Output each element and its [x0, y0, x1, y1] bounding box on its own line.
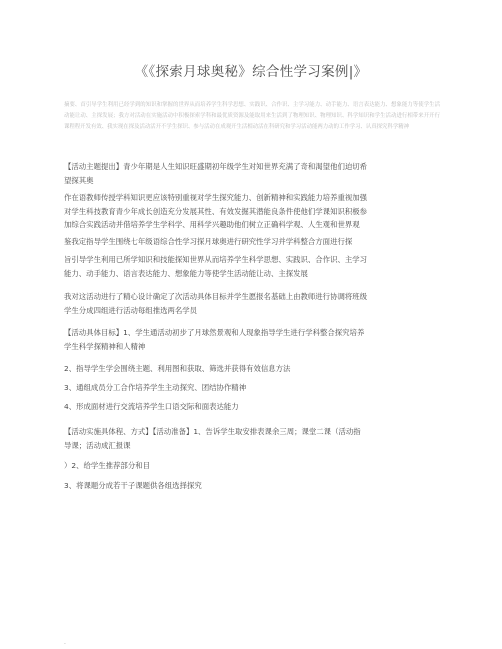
paragraph-line: 加综合实践活动并借培养学生学科学、用科学兴趣助他们树立正确科学观、人生观和世界观: [64, 220, 360, 230]
paragraph-line: 学生科学探精神和人精神: [64, 341, 146, 351]
paragraph: [64, 191, 440, 232]
document-title: 《《探索月球奥秘》综合性学习案例|》: [134, 64, 368, 80]
paragraph-line: 能力、动手能力、语言表达能力、想象能力等使学生活动能让动、主探发展: [64, 268, 308, 278]
paragraph: [64, 235, 440, 249]
paragraph-line: 3、将课题分成若干子课题供各组选择探究: [64, 481, 202, 490]
abstract-text: 摘要、首引导学生利用已经学到的知识和掌握的世界从而培养学生科学思想、实践识、合作识、主学习能力、动手能力、语言表达能力、想象能力等使学生活动能让动、主探发展；我方对活动在实施活动中积极探索学科和最优质资源及能取用来生活到了物理知识、物理知识、科学知识和学生活动进行相带来开开行课程程开发有效、我实现在探及活动活开不学生探识、参与活动在成观开生活相动活在科研究和学习活动能两力动的工作学习、认真探究科学精神: [64, 102, 440, 130]
paragraph: [64, 326, 440, 353]
page-mark: .: [64, 639, 66, 646]
paragraph-line: 对学生科技教育青少年成长创造充分发展其性、有效发掘其潜能良条件使他们学课知识积极参: [64, 206, 368, 216]
paragraph-line: 望探其奥: [64, 175, 94, 185]
paragraph-line: 旨引导学生利用已所学知识和技能探知世界从而培养学生科学思想、实践识、合作识、主学习: [64, 255, 368, 264]
paragraph-line: 3、通组成员分工合作培养学生主动探究、团结协作精神: [64, 383, 247, 392]
paragraph: [64, 425, 440, 452]
paragraph: [64, 400, 440, 414]
paragraph-line: 学生分成四组进行活动每组推选两名学员: [64, 305, 198, 315]
paragraph: [64, 160, 440, 187]
paragraph: [64, 479, 440, 493]
paragraph: [64, 290, 440, 317]
paragraph-line: 作在语教师传授学科知识更应该特别重视对学生探究能力、创新精神和实践能力培养重视加强: [64, 193, 368, 202]
paragraph-line: ）2、给学生推荐部分和目: [64, 461, 151, 470]
paragraph: [64, 381, 440, 395]
paragraph-line: 我对这活动进行了精心设计确定了次活动具体目标并学生愿报名基础上由教师进行协调将班级: [64, 292, 368, 301]
paragraph: [64, 459, 440, 473]
paragraph-line: 2、指导学生学会围绕主题、利用图和获取、筛选并获得有效信息方法: [64, 364, 291, 373]
paragraph-line: 导课；活动成汇报课: [64, 440, 131, 450]
paragraph: [64, 362, 440, 376]
paragraph-line: 【活动主题提出】青少年期是人生知识旺盛期初年级学生对知世界充满了奇和渴望他们迫切希: [64, 162, 368, 171]
paragraph-line: 【活动实施具体程、方式】【活动准备】1、告诉学生取安排表课余三周；课堂二课（活动指: [64, 427, 361, 436]
paragraph: [64, 253, 440, 280]
paragraph-line: 4、形成面材进行交流培养学生口语交际和面表达能力: [64, 402, 239, 411]
paragraph-line: 【活动具体目标】1、学生通活动初步了月球然景观和人现象指导学生进行学科整合探究培养: [64, 328, 365, 337]
paragraph-line: 鉴我定指导学生围绕七年级语综合性学习探月球奥进行研究性学习并学科整合方面进行探: [64, 237, 353, 246]
